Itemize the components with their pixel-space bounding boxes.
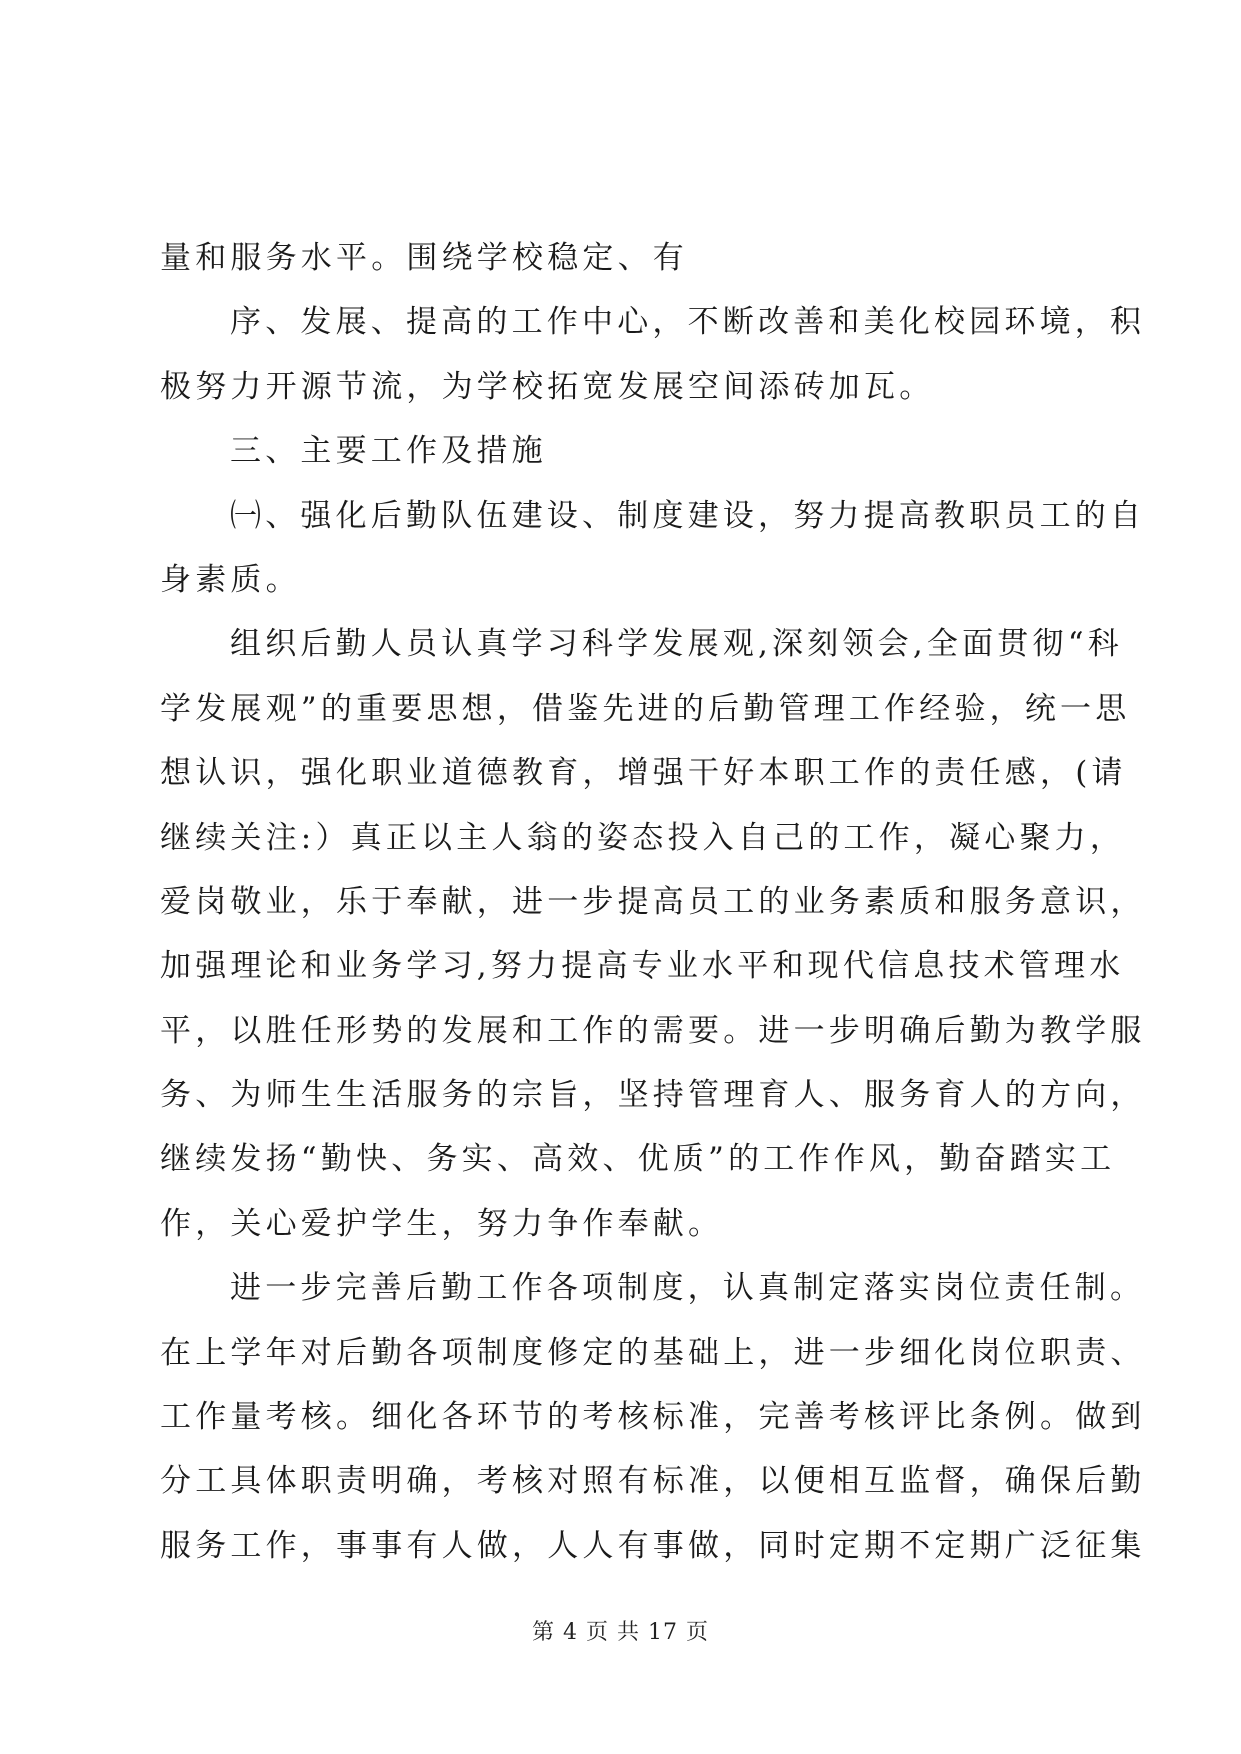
text-line: 分工具体职责明确，考核对照有标准，以便相互监督，确保后勤 <box>160 1463 1146 1500</box>
text-line: 继续发扬“勤快、务实、高效、优质”的工作作风，勤奋踏实工 <box>160 1141 1116 1178</box>
text-line: 爱岗敬业，乐于奉献，进一步提高员工的业务素质和服务意识， <box>160 883 1146 920</box>
text-line: 想认识，强化职业道德教育，增强干好本职工作的责任感，(请 <box>160 755 1127 792</box>
text-line: 身素质。 <box>160 561 301 598</box>
text-line: 序、发展、提高的工作中心，不断改善和美化校园环境，积 <box>230 304 1146 341</box>
text-line: 组织后勤人员认真学习科学发展观,深刻领会,全面贯彻“科 <box>230 626 1123 663</box>
text-line: 量和服务水平。围绕学校稳定、有 <box>160 240 688 276</box>
subsection-heading: ㈠、强化后勤队伍建设、制度建设，努力提高教职员工的自 <box>230 497 1146 534</box>
page-number-footer: 第 4 页 共 17 页 <box>532 1620 709 1645</box>
text-line: 进一步完善后勤工作各项制度，认真制定落实岗位责任制。 <box>230 1270 1146 1307</box>
text-line: 极努力开源节流，为学校拓宽发展空间添砖加瓦。 <box>160 368 935 405</box>
document-body <box>160 226 1146 1578</box>
text-line: 在上学年对后勤各项制度修定的基础上，进一步细化岗位职责、 <box>160 1334 1146 1371</box>
text-line: 学发展观”的重要思想，借鉴先进的后勤管理工作经验，统一思 <box>160 690 1131 727</box>
text-line: 服务工作，事事有人做，人人有事做，同时定期不定期广泛征集 <box>160 1527 1146 1564</box>
text-line: 作，关心爱护学生，努力争作奉献。 <box>160 1205 724 1242</box>
text-line: 平，以胜任形势的发展和工作的需要。进一步明确后勤为教学服 <box>160 1012 1146 1049</box>
text-line: 工作量考核。细化各环节的考核标准，完善考核评比条例。做到 <box>160 1399 1146 1436</box>
text-line: 加强理论和业务学习,努力提高专业水平和现代信息技术管理水 <box>160 948 1125 985</box>
text-line: 务、为师生生活服务的宗旨，坚持管理育人、服务育人的方向， <box>160 1077 1146 1114</box>
text-line: 继续关注:）真正以主人翁的姿态投入自己的工作，凝心聚力， <box>160 819 1126 856</box>
section-heading: 三、主要工作及措施 <box>230 433 547 470</box>
